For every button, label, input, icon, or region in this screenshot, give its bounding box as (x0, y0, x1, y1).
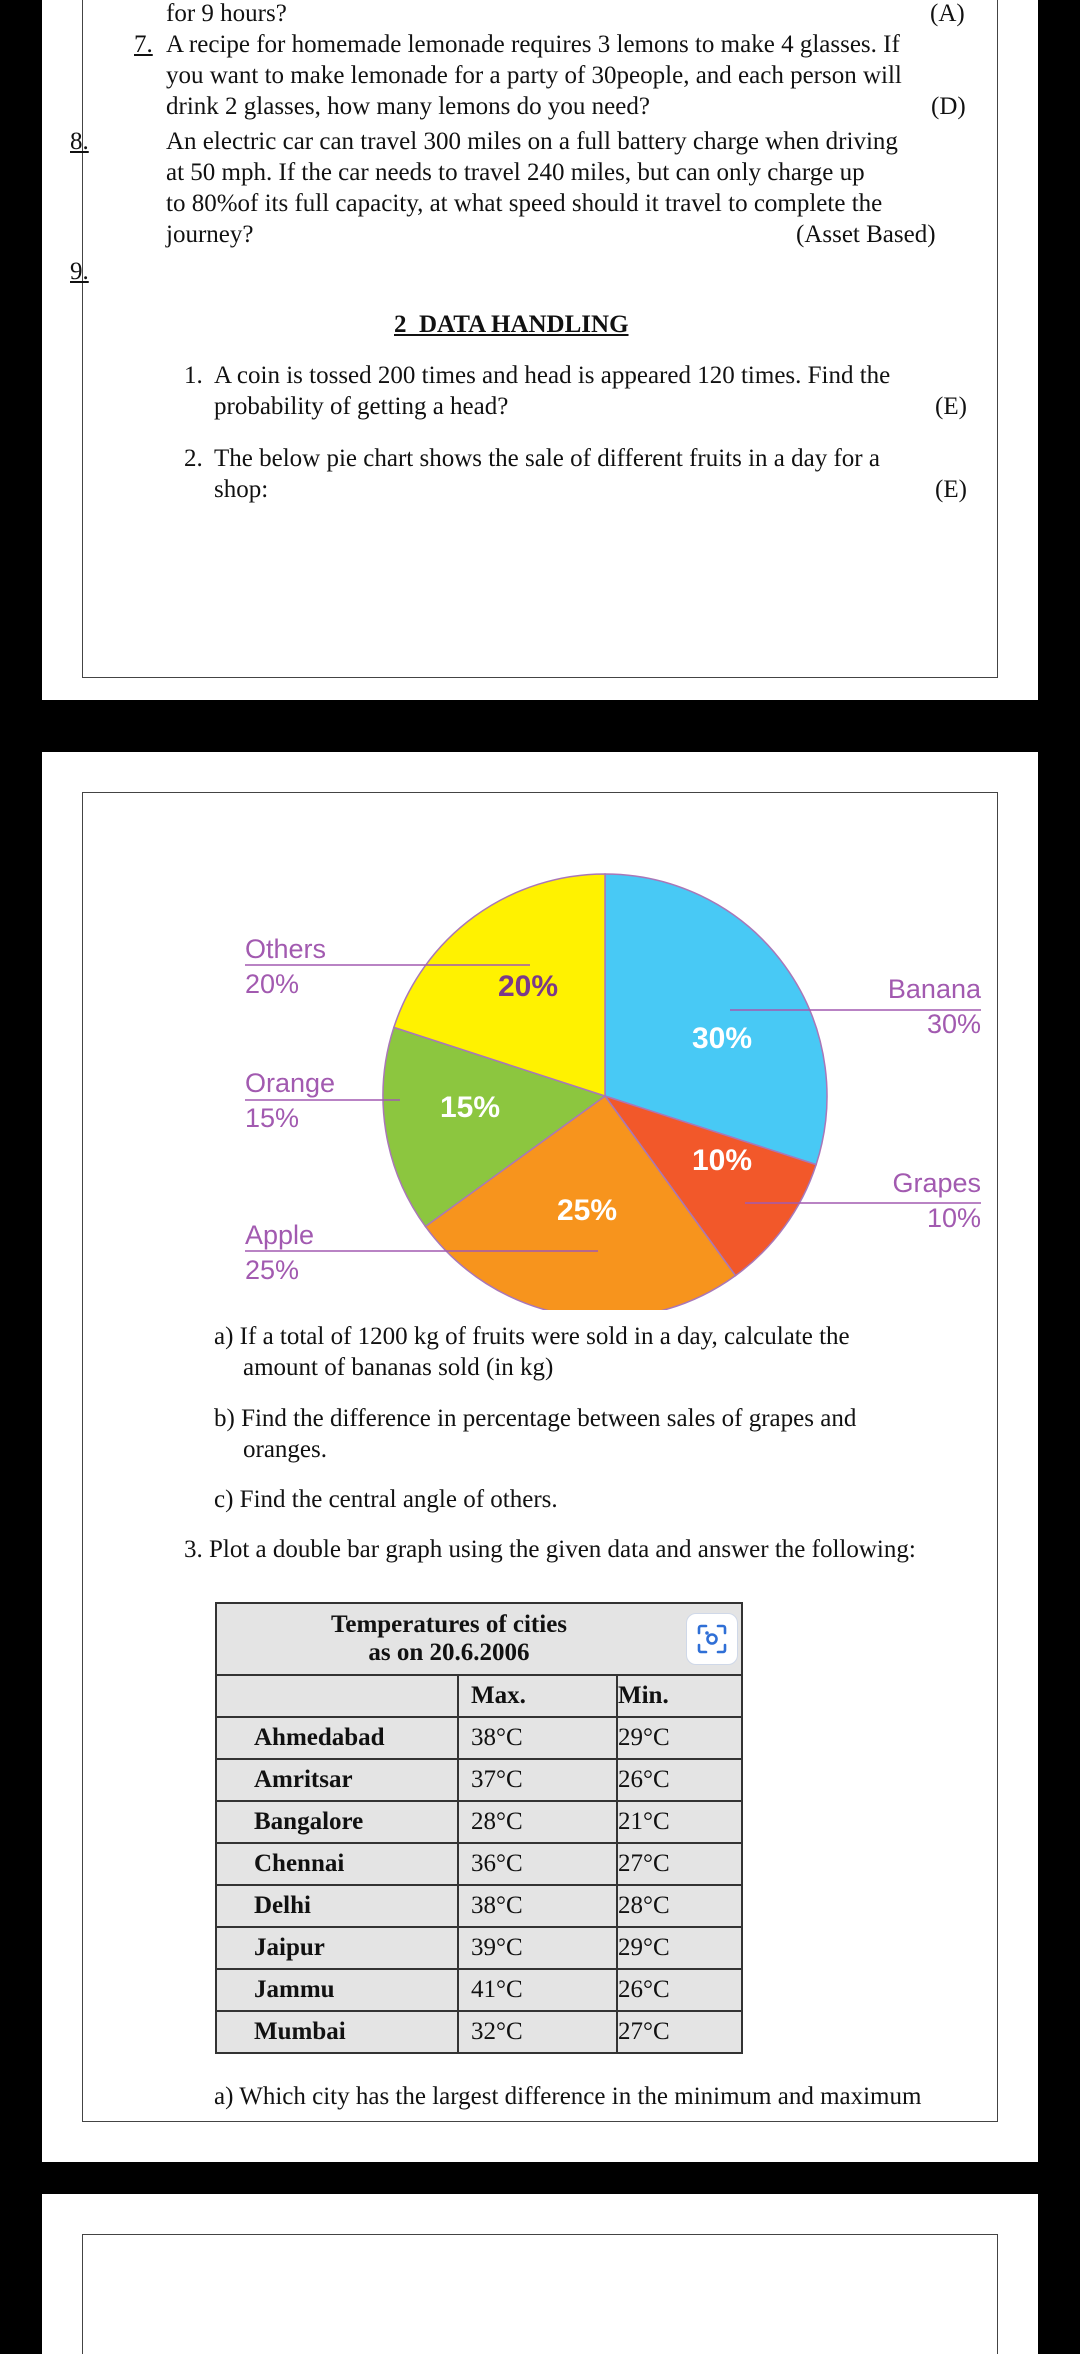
section-title: 2 DATA HANDLING (394, 311, 629, 338)
table-row (216, 1717, 742, 1759)
table-cell-city: Delhi (216, 1885, 458, 1927)
table-cell-min: 21°C (617, 1801, 742, 1843)
dq2-line-1: The below pie chart shows the sale of different fruits in a day for a (214, 445, 880, 472)
table-cell-max: 28°C (458, 1801, 617, 1843)
data-label-banana: 30% (691, 1022, 753, 1055)
table-cell-max: 38°C (458, 1717, 617, 1759)
document-page-3 (42, 2194, 1038, 2354)
q8-line-3: to 80%of its full capacity, at what speed should it travel to complete the (166, 190, 883, 217)
table-row (216, 1969, 742, 2011)
q8-tag: (Asset Based) (796, 221, 936, 248)
table-cell-max: 36°C (458, 1843, 617, 1885)
q8-line-4: journey? (166, 221, 254, 248)
q3a-question: a) Which city has the largest difference in the minimum and maximum (214, 2083, 922, 2110)
lens-scan-icon (696, 1623, 728, 1655)
legend-label-grapes: Grapes (892, 1168, 981, 1198)
legend-label-apple: Apple (245, 1220, 315, 1250)
table-cell-min: 29°C (617, 1927, 742, 1969)
table-cell-city: Jaipur (216, 1927, 458, 1969)
subq-c: c) Find the central angle of others. (214, 1486, 558, 1513)
table-cell-city: Mumbai (216, 2011, 458, 2053)
table-title-line-2: as on 20.6.2006 (368, 1639, 530, 1666)
q8-line-2: at 50 mph. If the car needs to travel 240 miles, but can only charge up (166, 159, 865, 186)
table-cell-city: Chennai (216, 1843, 458, 1885)
data-label-grapes: 10% (691, 1144, 753, 1177)
table-row (216, 1759, 742, 1801)
legend-value-orange: 15% (245, 1103, 300, 1133)
dq1-line-1: A coin is tossed 200 times and head is appeared 120 times. Find the (214, 362, 891, 389)
table-title-line-1: Temperatures of cities (330, 1611, 568, 1638)
subq-b-line-1: b) Find the difference in percentage between sales of grapes and (214, 1405, 857, 1432)
q7-number: 7. (134, 31, 153, 58)
table-row (216, 1927, 742, 1969)
table-cell-min: 26°C (617, 1759, 742, 1801)
q8-line-1: An electric car can travel 300 miles on a full battery charge when driving (166, 128, 898, 155)
fruit-sales-pie-chart (0, 870, 1080, 1310)
subq-a-line-2: amount of bananas sold (in kg) (243, 1354, 554, 1381)
legend-label-banana: Banana (887, 974, 981, 1004)
dq2-number: 2. (184, 445, 203, 472)
data-label-others: 20% (497, 970, 559, 1003)
subq-b-line-2: oranges. (243, 1436, 327, 1463)
table-row (216, 2011, 742, 2053)
q7-line-2: you want to make lemonade for a party of 30people, and each person will (166, 62, 902, 89)
table-cell-min: 27°C (617, 1843, 742, 1885)
q9-number: 9. (70, 258, 89, 285)
table-header-max: Max. (458, 1675, 617, 1717)
q7-line-3: drink 2 glasses, how many lemons do you need? (166, 93, 650, 120)
dq2-line-2: shop: (214, 476, 269, 503)
q8-number: 8. (70, 128, 89, 155)
dq1-number: 1. (184, 362, 203, 389)
q7-line-1: A recipe for homemade lemonade requires 3 lemons to make 4 glasses. If (166, 31, 900, 58)
table-cell-city: Jammu (216, 1969, 458, 2011)
table-cell-min: 26°C (617, 1969, 742, 2011)
legend-value-others: 20% (245, 969, 300, 999)
table-cell-max: 38°C (458, 1885, 617, 1927)
page-3-border (82, 2234, 998, 2354)
table-title (216, 1603, 742, 1675)
lens-scan-button[interactable] (686, 1613, 738, 1665)
legend-value-banana: 30% (926, 1009, 981, 1039)
table-cell-min: 27°C (617, 2011, 742, 2053)
q7-tag: (D) (931, 93, 966, 120)
dq1-tag: (E) (935, 393, 967, 420)
legend-label-others: Others (245, 934, 327, 964)
table-row (216, 1801, 742, 1843)
table-header-city (216, 1675, 458, 1717)
table-row (216, 1885, 742, 1927)
table-cell-city: Bangalore (216, 1801, 458, 1843)
table-cell-min: 29°C (617, 1717, 742, 1759)
table-cell-city: Amritsar (216, 1759, 458, 1801)
table-cell-min: 28°C (617, 1885, 742, 1927)
table-cell-max: 37°C (458, 1759, 617, 1801)
table-cell-city: Ahmedabad (216, 1717, 458, 1759)
legend-value-apple: 25% (245, 1255, 300, 1285)
table-row (216, 1843, 742, 1885)
table-header-min: Min. (617, 1675, 742, 1717)
dq2-tag: (E) (935, 476, 967, 503)
data-label-orange: 15% (439, 1091, 501, 1124)
dq3-question: 3. Plot a double bar graph using the given data and answer the following: (184, 1536, 916, 1563)
legend-value-grapes: 10% (926, 1203, 981, 1233)
q6-tag: (A) (930, 0, 965, 27)
table-cell-max: 41°C (458, 1969, 617, 2011)
table-cell-max: 39°C (458, 1927, 617, 1969)
subq-a-line-1: a) If a total of 1200 kg of fruits were sold in a day, calculate the (214, 1323, 850, 1350)
table-cell-max: 32°C (458, 2011, 617, 2053)
q6-tail: for 9 hours? (166, 0, 287, 27)
data-label-apple: 25% (556, 1194, 618, 1227)
temperature-table (215, 1602, 743, 2054)
dq1-line-2: probability of getting a head? (214, 393, 509, 420)
legend-label-orange: Orange (245, 1068, 336, 1098)
